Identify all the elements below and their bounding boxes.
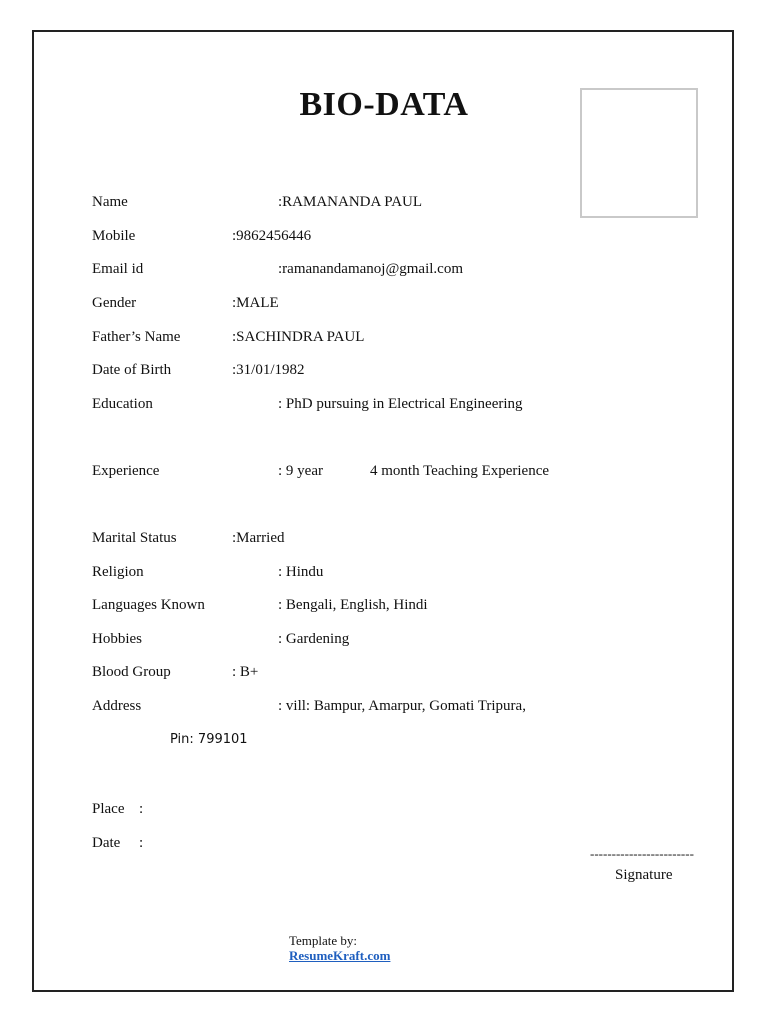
field-value-blood-group: : B+ — [232, 664, 259, 680]
field-label-gender: Gender — [92, 295, 137, 311]
field-label-fathers-name: Father’s Name — [92, 329, 181, 345]
field-label-blood-group: Blood Group — [92, 664, 171, 680]
field-label-experience: Experience — [92, 463, 160, 479]
field-value-education: : PhD pursuing in Electrical Engineering — [278, 396, 523, 412]
field-label-hobbies: Hobbies — [92, 631, 142, 647]
field-value-mobile: :9862456446 — [232, 228, 312, 244]
field-label-education: Education — [92, 396, 153, 412]
field-label-mobile: Mobile — [92, 228, 136, 244]
field-value-languages-known: : Bengali, English, Hindi — [278, 597, 428, 613]
field-value-religion: : Hindu — [278, 564, 324, 580]
field-label-email: Email id — [92, 261, 144, 277]
field-label-religion: Religion — [92, 564, 144, 580]
field-value-date-of-birth: :31/01/1982 — [232, 362, 305, 378]
field-value-experience-detail: 4 month Teaching Experience — [370, 463, 550, 479]
resumekraft-link[interactable]: ResumeKraft.com — [289, 948, 391, 963]
field-value-gender: :MALE — [232, 295, 279, 311]
place-colon: : — [139, 801, 144, 817]
field-value-address: : vill: Bampur, Amarpur, Gomati Tripura, — [278, 698, 526, 714]
field-value-fathers-name: :SACHINDRA PAUL — [232, 329, 365, 345]
field-label-name: Name — [92, 194, 128, 210]
field-value-marital-status: :Married — [232, 530, 285, 546]
field-value-hobbies: : Gardening — [278, 631, 350, 647]
page-title: BIO-DATA — [299, 86, 469, 123]
signature-label: Signature — [615, 867, 673, 883]
date-colon: : — [139, 835, 144, 851]
signature-line: ------------------------ — [590, 846, 694, 861]
field-label-date-of-birth: Date of Birth — [92, 362, 172, 378]
field-value-name: :RAMANANDA PAUL — [278, 194, 423, 210]
place-label: Place — [92, 801, 125, 817]
template-by-text: Template by: — [289, 933, 358, 948]
field-label-languages-known: Languages Known — [92, 597, 205, 613]
date-label: Date — [92, 835, 121, 851]
field-value-experience: : 9 year — [278, 463, 323, 479]
field-label-marital-status: Marital Status — [92, 530, 177, 546]
field-value-email: :ramanandamanoj@gmail.com — [278, 261, 464, 277]
photo-placeholder — [580, 88, 698, 218]
field-value-address-pin: Pin: 799101 — [170, 732, 248, 747]
field-label-address: Address — [92, 698, 142, 714]
